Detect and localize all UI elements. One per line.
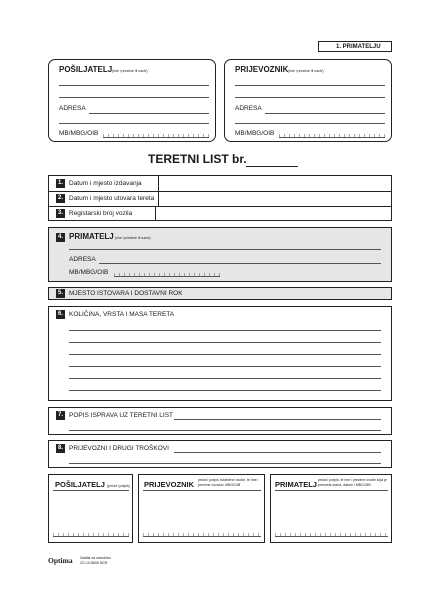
- sender-title: POŠILJATELJ: [59, 65, 113, 74]
- goods-line-2[interactable]: [69, 342, 381, 343]
- sender-line-3[interactable]: [59, 123, 209, 124]
- recipient-address-label: ADRESA: [69, 256, 96, 263]
- footer-note-2: ZO-10-8606 NCR: [80, 561, 108, 565]
- signature-carrier-hint: pečat i potpis ovlaštene osobe, te ime i prezime vozača i MBG/OIB: [198, 478, 259, 487]
- sender-address-line[interactable]: [89, 113, 209, 114]
- signature-sender-divider: [53, 490, 129, 491]
- carrier-line-3[interactable]: [235, 123, 385, 124]
- carrier-box: [224, 59, 392, 142]
- footer-note-1: Zaštita za narudžbu: [80, 556, 111, 560]
- signature-carrier-divider: [143, 490, 261, 491]
- goods-line-6[interactable]: [69, 390, 381, 391]
- row-2-label: Datum i mjesto utovara tereta: [69, 194, 155, 202]
- document-number-line[interactable]: [246, 166, 298, 167]
- row-1-label: Datum i mjesto izdavanja: [69, 179, 142, 187]
- row-2-number: 2.: [57, 195, 63, 201]
- row-3-label: Registarski broj vozila: [69, 209, 133, 217]
- row-3-number: 3.: [57, 210, 63, 216]
- recipient-line-1[interactable]: [69, 249, 381, 250]
- signature-recipient-hint: pečat i potpis, te ime i prezime osobe koja je preuzela dobra, datum i MBG/OIB: [318, 478, 387, 487]
- row-3-input[interactable]: [156, 206, 392, 221]
- recipient-id-field[interactable]: [114, 273, 220, 277]
- carrier-address-line[interactable]: [265, 113, 385, 114]
- costs-label: PRIJEVOZNI I DRUGI TROŠKOVI: [69, 444, 169, 452]
- goods-label: KOLIČINA, VRSTA I MASA TERETA: [69, 310, 175, 318]
- carrier-address-label: ADRESA: [235, 105, 262, 112]
- goods-number: 6.: [57, 311, 63, 317]
- documents-number: 7.: [57, 412, 63, 418]
- signature-sender-field[interactable]: [53, 533, 129, 537]
- signature-carrier-box[interactable]: [138, 474, 265, 543]
- sender-box: [48, 59, 216, 142]
- sender-id-label: MB/MBG/OIB: [59, 130, 99, 137]
- unloading-number: 5.: [57, 290, 63, 296]
- costs-line-1[interactable]: [174, 452, 381, 453]
- signature-sender-box[interactable]: [48, 474, 133, 543]
- goods-line-3[interactable]: [69, 354, 381, 355]
- recipient-title: PRIMATELJ: [69, 232, 114, 241]
- signature-recipient-field[interactable]: [275, 533, 388, 537]
- goods-line-4[interactable]: [69, 366, 381, 367]
- carrier-line-1[interactable]: [235, 85, 385, 86]
- carrier-title: PRIJEVOZNIK: [235, 65, 289, 74]
- copy-tag-text: 1. PRIMATELJU: [336, 43, 381, 50]
- documents-box: [48, 407, 392, 435]
- documents-label: POPIS ISPRAVA UZ TERETNI LIST: [69, 411, 174, 419]
- costs-number: 8.: [57, 445, 63, 451]
- recipient-hint: (ime i prezime ili naziv): [115, 236, 151, 240]
- costs-box: [48, 440, 392, 468]
- sender-address-label: ADRESA: [59, 105, 86, 112]
- recipient-box: [48, 227, 392, 282]
- signature-recipient-box[interactable]: [270, 474, 392, 543]
- signature-sender-title: POŠILJATELJ: [55, 480, 105, 489]
- row-2-input[interactable]: [159, 191, 392, 206]
- recipient-number: 4.: [57, 234, 63, 240]
- carrier-line-2[interactable]: [235, 97, 385, 98]
- brand-logo: Optima: [48, 556, 73, 565]
- sender-line-1[interactable]: [59, 85, 209, 86]
- signature-carrier-field[interactable]: [143, 533, 261, 537]
- sender-line-2[interactable]: [59, 97, 209, 98]
- row-1-number: 1.: [57, 180, 63, 186]
- copy-tag: [318, 41, 392, 52]
- sender-hint: (ime i prezime ili naziv): [112, 69, 148, 73]
- row-1-input[interactable]: [159, 176, 392, 191]
- signature-carrier-title: PRIJEVOZNIK: [144, 480, 195, 489]
- goods-line-5[interactable]: [69, 378, 381, 379]
- documents-line-2[interactable]: [69, 430, 381, 431]
- signature-recipient-title: PRIMATELJ: [275, 480, 317, 489]
- info-rows-table: [48, 175, 392, 221]
- costs-line-2[interactable]: [69, 463, 381, 464]
- recipient-id-label: MB/MBG/OIB: [69, 269, 109, 276]
- carrier-id-field[interactable]: [279, 134, 385, 138]
- unloading-box: [48, 287, 392, 300]
- document-title: TERETNI LIST br.: [148, 152, 247, 166]
- goods-line-1[interactable]: [69, 330, 381, 331]
- carrier-id-label: MB/MBG/OIB: [235, 130, 275, 137]
- goods-box: [48, 306, 392, 401]
- documents-line-1[interactable]: [174, 419, 381, 420]
- signature-recipient-divider: [275, 490, 388, 491]
- sender-id-field[interactable]: [103, 134, 209, 138]
- recipient-address-line[interactable]: [99, 263, 381, 264]
- signature-sender-hint: (pečat i potpis): [107, 484, 130, 488]
- carrier-hint: (ime i prezime ili naziv): [288, 69, 324, 73]
- unloading-label: MJESTO ISTOVARA I DOSTAVNI ROK: [69, 290, 183, 297]
